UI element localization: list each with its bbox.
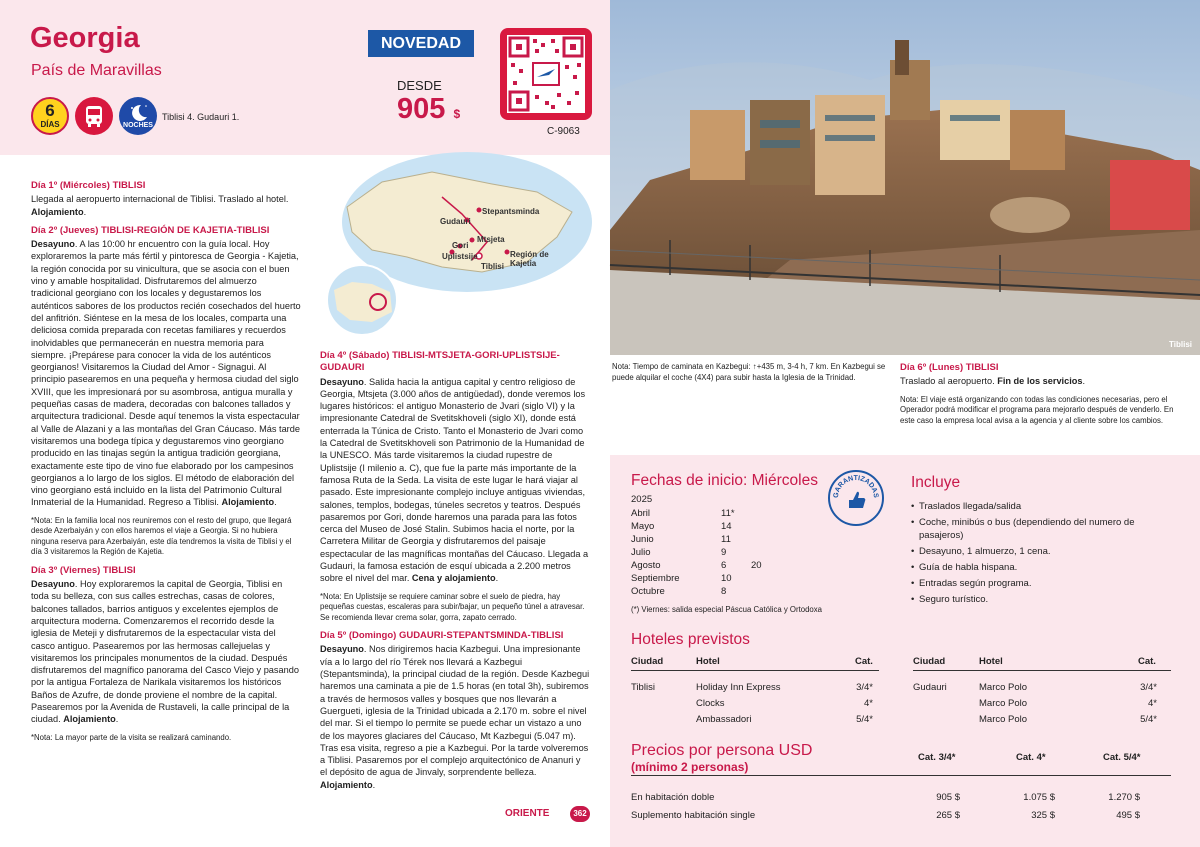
qr-code[interactable] [500,28,592,120]
precios-title: Precios por persona USD [631,742,813,759]
incluye-item [911,577,1181,590]
precio-value: 495 $ [1116,810,1140,821]
hotel-divider-2 [913,670,1171,671]
day-2-body: . A las 10:00 hr encuentro con la guía local. Hoy exploraremos la parte más fértil y pintoresca de Georgia - Kajetia, la región conocida por su vinicultura, que se asocia con el buen vino y amable hospitalidad. Disfrutaremos del almuerzo tradicional georgiano con los locales y degustaremos los auténticos sabores de los productos recién cosechados del huerto del anfitrión. Siéntese en la mesa de los locales, comparta una deliciosa comida preparada con recetas familiares y recuerdos inolvidables que permanecerán en nuestra memoria para siempre. ¡Prepárese para conocer la vida de los auténticos georgianos! Visitaremos la Ciudad del Amor - Signagui. Al principio pasearemos en una pequeña y hermosa ciudad del siglo XVIII, que les impresionará por su asombrosa, antigua muralla y pequeñas casas de madera, decoradas con balcones tallados y arquitectura tradicional. Desde aquí tenemos la vista espectacular al Valle de Alazani y a las montañas del Gran Cáucaso. Más tarde visitaremos una bodega típica y degustaremos vino georgiano producido en las tinajas según la antigua tradición georgiana, exactamente este tipo de vino fue elaborado por los campesinos georgianos a lo largo de los siglos. El método de elaboración del vino georgiano está incluido en la lista del Patrimonio Cultural Inmaterial de la Humanidad. Regreso a Tiblisi. [31,239,301,508]
bullet-icon: • [911,562,915,573]
day-5-lead: Desayuno [320,644,364,655]
fecha-day: 6 [721,560,727,571]
precio-row-label: En habitación doble [631,792,715,803]
precio-value: 905 $ [936,792,960,803]
precio-value: 325 $ [1031,810,1055,821]
fecha-month: Julio [631,547,651,558]
day-6-body: Traslado al aeropuerto. [900,376,998,387]
day-1-bold: Alojamiento [31,206,84,217]
map-label-gori: Gori [452,241,469,250]
day-6-bold: Fin de los servicios [997,376,1083,387]
tour-code: C-9063 [547,126,580,137]
hotel-city-left: Tiblisi [631,682,655,693]
fecha-month: Mayo [631,521,655,532]
incluye-item [911,545,1181,558]
map-label-region: Región de [510,250,549,259]
bullet-icon: • [911,546,915,557]
bullet-icon: • [911,517,915,528]
incluye-item-text: Entradas según programa. [919,578,1032,589]
incluye-item-text: Coche, minibús o bus (dependiendo del numero de pasajeros) [919,517,1135,541]
hotel-category: 4* [1148,698,1157,709]
hotel-name: Marco Polo [979,698,1028,709]
map-label-mtsjeta: Mtsjeta [477,235,505,244]
map-label-gudauri: Gudauri [440,217,471,226]
hotel-cat-header-2: Cat. [1138,656,1156,667]
day-2-end: . [274,497,277,508]
tbilisi-photo [610,0,1200,355]
fecha-day: 8 [721,586,727,597]
price-from-label: DESDE [397,78,442,93]
page-number: 362 [570,806,590,822]
day-2-lead: Desayuno [31,239,75,250]
day-3-text [31,578,301,726]
fechas-table [631,508,791,599]
day-4-note: *Nota: En Uplistsije se requiere caminar sobre el suelo de piedra, hay pequeñas cuestas, escaleras para subir/bajar, un pequeño túnel a atravesar. Se recomienda llevar crema solar, gorra, zapato cerrado. [320,591,585,622]
hotel-category: 3/4* [856,682,873,693]
hotel-name: Clocks [696,698,725,709]
nights-label: NOCHES [123,122,153,129]
days-number: 6 [45,101,55,120]
route-text: Tiblisi 4. Gudauri 1. [162,112,240,122]
precio-value: 1.075 $ [1023,792,1055,803]
bullet-icon: • [911,501,915,512]
precio-value: 265 $ [936,810,960,821]
day-1-text [31,193,301,218]
fecha-row [631,586,791,599]
incluye-item [911,593,1181,606]
bullet-icon: • [911,578,915,589]
day-4-lead: Desayuno [320,376,364,387]
day-6-text [900,375,1180,387]
day-2-title: Día 2º (Jueves) TIBLISI-REGIÓN DE KAJETIA-TIBLISI [31,224,270,236]
page-subtitle: País de Maravillas [31,62,162,79]
hotel-name: Ambassadori [696,714,752,725]
fecha-row [631,547,791,560]
incluye-item [911,516,1181,542]
precio-col-3: Cat. 5/4* [1103,752,1141,763]
day-4-title: Día 4º (Sábado) TIBLISI-MTSJETA-GORI-UPLISTSIJE-GUDAURI [320,350,560,374]
precios-subtitle: (mínimo 2 personas) [631,760,749,774]
map-label-tiblisi: Tiblisi [481,262,504,271]
fecha-day: 9 [721,547,727,558]
day-4-text [320,376,590,585]
fecha-month: Junio [631,534,654,545]
day-4-end: . [495,573,499,584]
incluye-item-text: Desayuno, 1 almuerzo, 1 cena. [919,546,1051,557]
incluye-item-text: Guía de habla hispana. [919,562,1018,573]
day-2-text [31,238,301,509]
fecha-day: 10 [721,573,732,584]
photo-caption: Tiblisi [1169,340,1192,349]
day-6-title: Día 6º (Lunes) TIBLISI [900,362,999,373]
page-title: Georgia [30,22,140,54]
day-5-note: Nota: Tiempo de caminata en Kazbegui: ↑+435 m, 3-4 h, 7 km. En Kazbegui se puede alquilar el coche (4X4) para subir hasta la Iglesia de la Trinidad. [612,362,886,382]
fecha-month: Octubre [631,586,665,597]
column-2 [320,350,590,790]
precio-col-2: Cat. 4* [1016,752,1046,763]
fecha-day: 14 [721,521,732,532]
days-label: DÍAS [40,120,60,129]
price-amount: 905 [397,93,446,125]
column-3 [612,362,887,390]
hotel-ciudad-header-1: Ciudad [631,656,664,667]
precios-divider [631,775,1171,776]
footer-label: ORIENTE [505,808,550,819]
day-2-note: *Nota: En la familia local nos reuniremos con el resto del grupo, que llegará desde Azerbaiyán y con ellos haremos el viaje a Georgia. Si no hubiera ninguna reserva para Azerbaiyán, este día tendremos la visita de Tiblisi y el día 3 visitaremos la Región de Kajetia. [31,515,292,557]
hotel-category: 3/4* [1140,682,1157,693]
column-4 [900,362,1180,433]
day-2-bold: Alojamiento [221,497,275,508]
incluye-item-text: Seguro turístico. [919,594,989,605]
route-map [322,142,592,347]
days-badge [31,97,69,135]
fecha-month: Agosto [631,560,661,571]
day-6-end: . [1082,376,1086,387]
day-4-bold: Cena y alojamiento [411,573,496,584]
hotel-cat-header-1: Cat. [855,656,873,667]
hotel-name: Marco Polo [979,714,1028,725]
day-3-note: *Nota: La mayor parte de la visita se realizará caminando. [31,732,232,742]
map-label-uplistsije: Uplistsije [442,252,478,261]
day-3-lead: Desayuno [31,579,75,590]
incluye-item [911,561,1181,574]
fecha-row [631,521,791,534]
map-label-kajetia: Kajetia [510,259,537,268]
hotel-category: 4* [864,698,873,709]
fecha-row [631,534,791,547]
day-3-bold: Alojamiento [63,714,116,725]
fecha-month: Septiembre [631,573,680,584]
hotel-name: Holiday Inn Express [696,682,781,693]
hotel-hotel-header-1: Hotel [696,656,720,667]
column-1 [31,180,301,750]
price-currency: $ [453,107,461,121]
precio-value: 1.270 $ [1108,792,1140,803]
fecha-row [631,560,791,573]
day-5-text [320,643,590,790]
hotel-name: Marco Polo [979,682,1028,693]
stamp-text: GARANTIZADAS [832,474,880,499]
bus-icon [75,97,113,135]
hotel-hotel-header-2: Hotel [979,656,1003,667]
precio-row-label: Suplemento habitación single [631,810,756,821]
incluye-list [911,500,1181,609]
day-3-end: . [115,714,119,725]
day-5-title: Día 5º (Domingo) GUDAURI-STEPANTSMINDA-TIBLISI [320,630,564,642]
fecha-row [631,573,791,586]
hoteles-title: Hoteles previstos [631,631,750,648]
hotel-ciudad-header-2: Ciudad [913,656,946,667]
guaranteed-stamp [828,470,884,526]
day-1-title: Día 1º (Miércoles) TIBLISI [31,180,146,191]
hotel-divider-1 [631,670,879,671]
fecha-month: Abril [631,508,651,519]
fechas-year: 2025 [631,494,653,505]
price-value [397,93,460,126]
incluye-item-text: Traslados llegada/salida [919,501,1022,512]
hotel-category: 5/4* [1140,714,1157,725]
day-5-end: . [372,779,376,790]
fecha-row [631,508,791,521]
day-3-title: Día 3º (Viernes) TIBLISI [31,564,136,576]
fechas-note: (*) Viernes: salida especial Páscua Católica y Ortodoxa [631,605,822,614]
day-6-note: Nota: El viaje está organizando con todas las condiciones necesarias, pero el Operador podrá modificar el programa para mejorarlo después de venderlo. En este caso la empresa local avisa a la agencia y al cliente sobre los cambios. [900,394,1174,425]
fecha-day: 20 [751,560,762,571]
moon-icon [119,97,157,135]
map-label-stepantsminda: Stepantsminda [482,207,540,216]
incluye-title: Incluye [911,474,961,491]
day-5-body: . Nos dirigiremos hacia Kazbegui. Una impresionante vía a lo largo del río Térek nos llevará a Kazbegui (Stepantsminda), la principal ciudad de la región. Desde Kazbegui haremos una caminata a pie de 1.5 horas (en total 3h), subiremos a través de hermosos valles y bosques que nos llevarán a Guergueti, iglesia de la Trinidad ubicada a 2.170 m. sobre el nivel del mar. Si el tiempo lo permite se puede echar un vistazo a uno de los mayores glaciares del Cáucaso, Mt Kazbegui (5.047 m). Tras esa visita, regreso a pie a Kazbegui. Por la tarde volveremos a Tiblisi. Pasaremos por el complejo arquitectónico de Ananuri y el depósito de agua de Jinvaly, sorprendente belleza. [320,644,590,778]
novedad-badge: NOVEDAD [368,30,474,57]
hotel-category: 5/4* [856,714,873,725]
day-1-body: Llegada al aeropuerto internacional de Tiblisi. Traslado al hotel. [31,194,289,205]
day-5-bold: Alojamiento [320,779,373,790]
bullet-icon: • [911,594,915,605]
day-1-end: . [83,206,87,217]
fecha-day: 11 [721,534,731,545]
hotel-city-right: Gudauri [913,682,947,693]
fecha-day: 11* [721,508,735,519]
day-4-body: . Salida hacia la antigua capital y centro religioso de Georgia, Mtsjeta (3.000 años de antigüedad), donde veremos los lugares históricos: el antiguo Monasterio de Jvari (siglo VI) y la impresionante Catedral de Svetitskhoveli (siglo XI), donde está enterrada la Túnica de Cristo. Tanto el Monasterio de Jvari como la Catedral de Svetitskhoveli son Patrimonio de la Humanidad de la UNESCO. Más tarde visitaremos la ciudad rupestre de Uplistsije (I milenio a. C), que fue la parte más importante de la famosa Ruta de la Seda. La visita de este lugar le hará viajar al pasado. Este impresionante complejo incluye antiguas viviendas, salones, templos, bodegas, túneles secretos y teatros. Después pasaremos por Gori, donde haremos una parada para las fotos cerca del Museo de José Stalin. Subimos hacia el norte, por la Carretera Militar de Georgia y disfrutaremos del paisaje espectacular de las magníficas montañas del Cáucaso. Llegada a Gudauri, la famosa estación de esquí ubicada a 2.200 metros sobre el nivel del mar. [320,376,589,584]
precio-col-1: Cat. 3/4* [918,752,956,763]
day-3-body: . Hoy exploraremos la capital de Georgia, Tiblisi en toda su belleza, con sus calles estrechas, casas de colores, balcones tallados, barrios antiguos y excelentes ejemplos de arquitectura moderna. Comenzaremos el recorrido desde la iglesia de Meteji y disfrutaremos de la espectacular vista del casco antiguo. Pasearemos por las hermosas callejuelas y visitaremos los principales monumentos de la ciudad. Después disfrutaremos del magnífico panorama del Casco Viejo y pasando por la antigua Fortaleza de Narikala visitaremos los históricos Baños de Azufre, de donde proviene el nombre de la capital. Pasearemos por la Avenida de Rustaveli, la calle principal de la ciudad. [31,579,299,725]
incluye-item [911,500,1181,513]
fechas-title: Fechas de inicio: Miércoles [631,472,818,489]
